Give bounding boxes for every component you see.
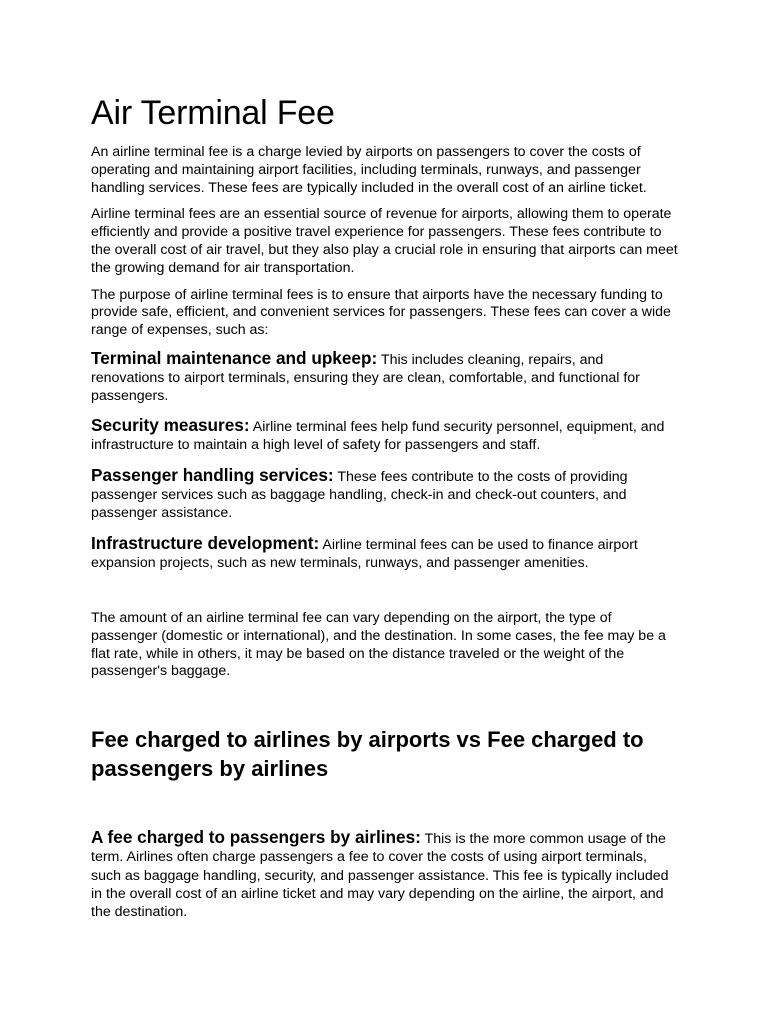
section-item-term: A fee charged to passengers by airlines: — [91, 827, 421, 848]
intro-paragraph-1: An airline terminal fee is a charge levied by airports on passengers to cover the costs of operating and maintaining airport facilities, including terminals, runways, and passenger handling services. These fees are typically included in the overall cost of an airline ticket. — [91, 144, 647, 196]
section-item-passenger-fee — [91, 828, 678, 921]
expense-item-terminal-maintenance — [91, 349, 678, 406]
expense-term: Security measures: — [91, 414, 250, 435]
expense-term: Passenger handling services: — [91, 464, 334, 485]
section-item-description: This is the more common usage of the term. Airlines often charge passengers a fee to cover the costs of using airport terminals, such as baggage handling, security, and passenger assistance. This fee is typically included in the overall cost of an airline ticket and may vary depending on the airline, the airport, and the destination. — [91, 831, 669, 920]
intro-paragraph-3: The purpose of airline terminal fees is to ensure that airports have the necessary funding to provide safe, efficient, and convenient services for passengers. These fees can cover a wide range of expenses, such as: — [91, 286, 671, 339]
page-title: Air Terminal Fee — [91, 94, 335, 132]
expense-description: Airline terminal fees help fund security personnel, equipment, and infrastructure to maintain a high level of safety for passengers and staff. — [91, 418, 665, 453]
expense-term: Infrastructure development: — [91, 532, 320, 553]
expense-item-security-measures — [91, 416, 678, 454]
expense-description: These fees contribute to the costs of providing passenger services such as baggage handling, check-in and check-out counters, and passenger assistance. — [91, 468, 628, 522]
fee-amount-paragraph: The amount of an airline terminal fee can vary depending on the airport, the type of passenger (domestic or international), and the destination. In some cases, the fee may be a flat rate, while in others, it may be based on the distance traveled or the weight of the passenger's baggage. — [91, 610, 666, 680]
expense-item-passenger-handling — [91, 466, 678, 523]
expense-description: Airline terminal fees can be used to finance airport expansion projects, such as new terminals, runways, and passenger amenities. — [91, 536, 638, 571]
expense-description: This includes cleaning, repairs, and renovations to airport terminals, ensuring they are clean, comfortable, and functional for passengers. — [91, 351, 640, 405]
expense-item-infrastructure-development — [91, 534, 678, 572]
expense-term: Terminal maintenance and upkeep: — [91, 347, 378, 368]
section-heading: Fee charged to airlines by airports vs Fee charged to passengers by airlines — [91, 727, 644, 782]
intro-paragraph-2: Airline terminal fees are an essential source of revenue for airports, allowing them to operate efficiently and provide a positive travel experience for passengers. These fees contribute to the overall cost of air travel, but they also play a crucial role in ensuring that airports can meet the growing demand for air transportation. — [91, 206, 678, 276]
